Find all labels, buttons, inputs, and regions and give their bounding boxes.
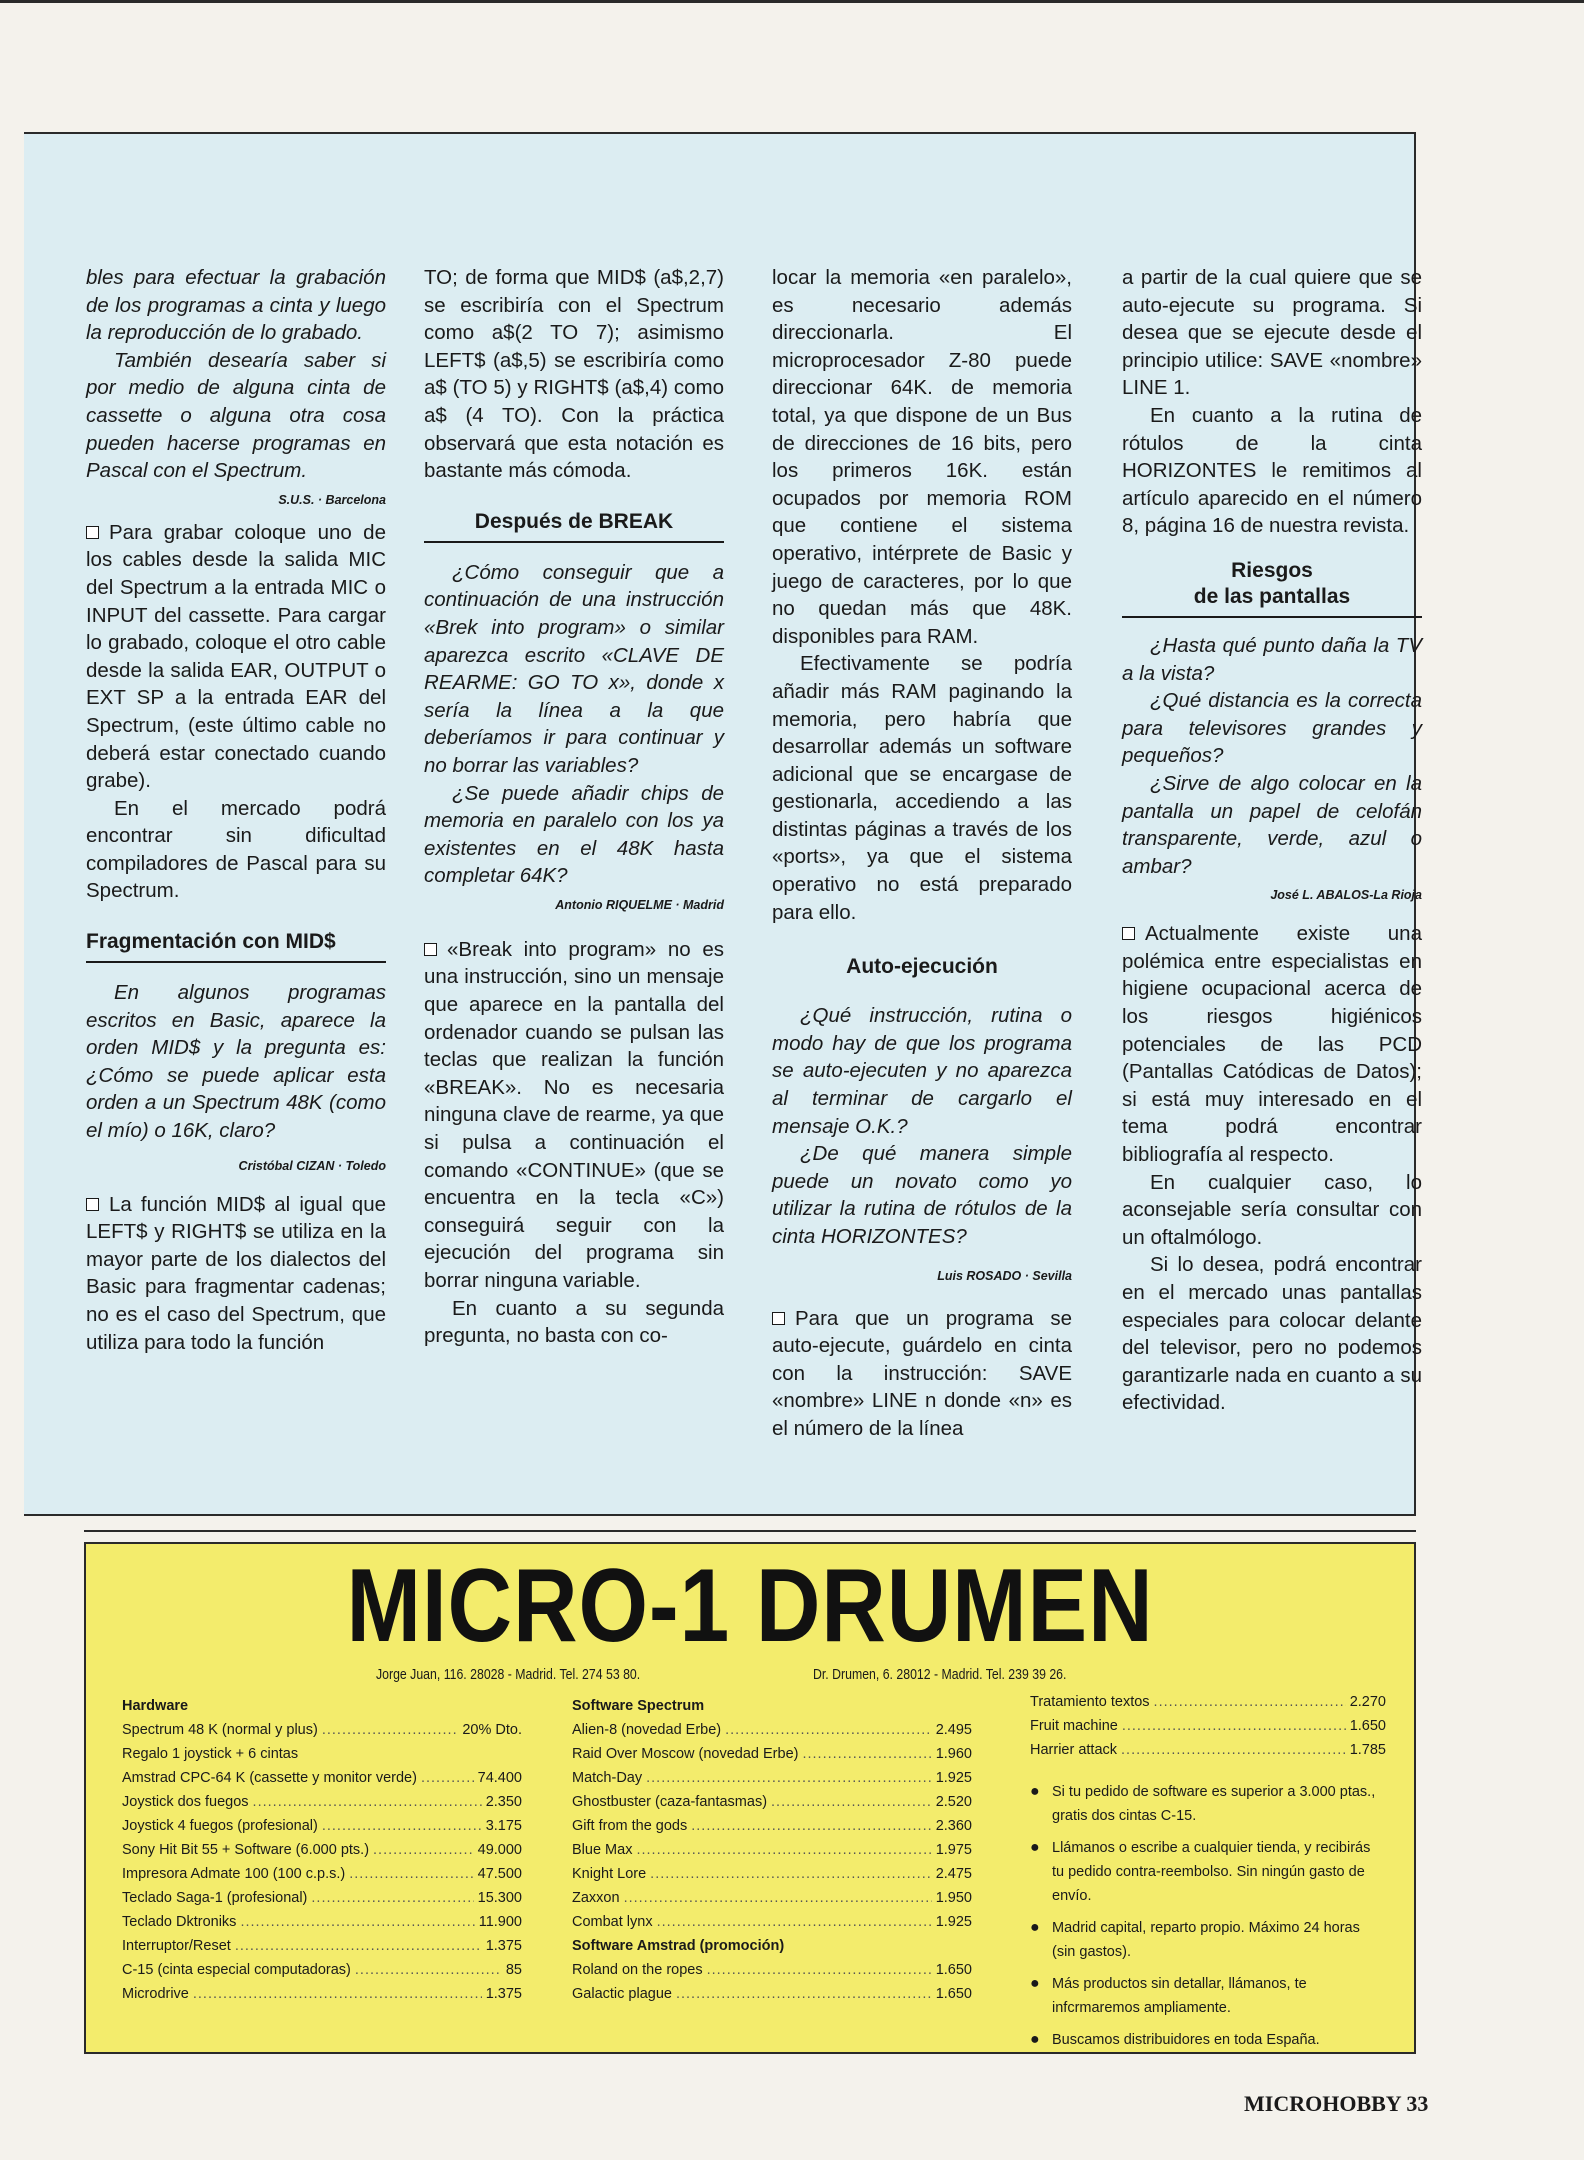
paragraph-text: ¿Qué instrucción, rutina o modo hay de que los programa se auto-ejecuten y no aparezca al terminar de cargarlo el mensaje O.K.?: [772, 1004, 1072, 1138]
product-price: 2.520: [935, 1794, 972, 1810]
paragraph: [424, 780, 724, 890]
bullet-icon: ●: [1030, 1839, 1040, 1856]
answer-box-icon: [86, 1198, 99, 1211]
leader-dots: [676, 1982, 932, 2006]
product-name: Regalo 1 joystick + 6 cintas: [122, 1746, 299, 1762]
paragraph: [772, 1305, 1072, 1443]
paragraph-text: En cualquier caso, lo aconsejable sería consultar con un oftalmólogo.: [1122, 1170, 1422, 1249]
price-rows: [1030, 1690, 1386, 1762]
paragraph-text: TO; de forma que MID$ (a$,2,7) se escribiría con el Spectrum como a$(2 TO 7); asimismo LEFT$ (a$,5) se escribiría como a$ (TO 5) y RIGHT$ (a$,4) como a$ (4 TO). Con la práctica observará que esta notación es bastante más cómoda.: [424, 266, 724, 483]
price-row: [1030, 1690, 1386, 1714]
paragraph: [86, 1191, 386, 1357]
product-name: Interruptor/Reset: [122, 1938, 231, 1954]
price-row: [122, 1838, 522, 1862]
paragraph-text: ¿Cómo conseguir que a continuación de una instrucción «Brek into program» o similar aparezca escrito «CLAVE DE REARME: GO TO x», donde x sería la línea a la que deberíamos ir para continuar y no borrar las variables?: [424, 560, 724, 777]
paragraph: [772, 1002, 1072, 1140]
product-price: 2.475: [935, 1866, 972, 1882]
price-row: [572, 1838, 972, 1862]
paragraph: [86, 519, 386, 795]
price-row: [122, 1766, 522, 1790]
paragraph: [1122, 1169, 1422, 1252]
product-price: 11.900: [478, 1914, 522, 1930]
leader-dots: [707, 1958, 932, 1982]
product-price: 1.785: [1349, 1742, 1386, 1758]
price-row: [572, 1742, 972, 1766]
software-list: [572, 1694, 972, 2006]
question-text: [1122, 687, 1422, 770]
paragraph: [1122, 264, 1422, 402]
paragraph: [86, 347, 386, 485]
bullet-text: Llámanos o escribe a cualquier tienda, y recibirás tu pedido contra-reembolso. Sin ningún gasto de envío.: [1052, 1840, 1371, 1904]
paragraph: [1122, 632, 1422, 687]
paragraph: [772, 264, 1072, 650]
bullet-text: Si tu pedido de software es superior a 3.000 ptas., gratis dos cintas C-15.: [1052, 1784, 1376, 1824]
product-price: 1.650: [1349, 1718, 1386, 1734]
paragraph-text: En el mercado podrá encontrar sin dificultad compiladores de Pascal para su Spectrum.: [86, 796, 386, 903]
bullet-item: [1030, 1836, 1386, 1908]
product-name: Roland on the ropes: [572, 1962, 703, 1978]
signature: José L. ABALOS-La Rioja: [1270, 888, 1422, 903]
product-price: 1.960: [935, 1746, 972, 1762]
bullet-icon: ●: [1030, 1975, 1040, 1992]
signature: Luis ROSADO · Sevilla: [937, 1268, 1072, 1283]
product-name: Alien-8 (novedad Erbe): [572, 1722, 722, 1738]
bullet-item: [1030, 2028, 1386, 2052]
leader-dots: [802, 1742, 931, 1766]
leader-dots: [1121, 1738, 1346, 1762]
bullet-list: [1030, 1780, 1386, 2052]
signature: Cristóbal CIZAN · Toledo: [238, 1158, 386, 1173]
answer-text: [424, 264, 724, 485]
product-name: Knight Lore: [572, 1866, 647, 1882]
answer-box-icon: [1122, 927, 1135, 940]
leader-dots: [646, 1766, 932, 1790]
paragraph-text: «Break into program» no es una instrucción, sino un mensaje que aparece en la pantalla del ordenador cuando se pulsan las teclas que realizan la función «BREAK». No es necesaria ninguna clave de rearme, ya que si pulsa a continuación el comando «CONTINUE» (que se encuentra en la tecla «C») conseguirá seguir con la ejecución del programa sin borrar ninguna variable.: [424, 937, 724, 1292]
product-price: 85: [505, 1962, 522, 1978]
product-name: Amstrad CPC-64 K (cassette y monitor verde): [122, 1770, 417, 1786]
product-price: 2.350: [485, 1794, 522, 1810]
bullet-icon: ●: [1030, 1783, 1040, 1800]
price-row: [572, 1718, 972, 1742]
answer-text: [1122, 264, 1422, 402]
signature: Antonio RIQUELME · Madrid: [555, 897, 724, 912]
answer-text: [772, 264, 1072, 650]
section-heading: Auto-ejecución: [846, 955, 998, 979]
question-text: [86, 264, 386, 347]
question-text: [772, 1140, 1072, 1250]
paragraph-text: En cuanto a la rutina de rótulos de la cinta HORIZONTES le remitimos al artículo aparecido en el número 8, página 16 de nuestra revista.: [1122, 403, 1422, 538]
paragraph: [86, 979, 386, 1145]
price-row: [122, 1886, 522, 1910]
price-row: [572, 1982, 972, 2006]
paragraph: [772, 1140, 1072, 1250]
price-row: [122, 1790, 522, 1814]
question-text: [1122, 770, 1422, 880]
answer-text: [86, 519, 386, 795]
product-name: Harrier attack: [1030, 1742, 1118, 1758]
price-row: [572, 1814, 972, 1838]
product-price: 2.360: [935, 1818, 972, 1834]
column-1: [86, 264, 386, 1356]
bullet-item: [1030, 1916, 1386, 1964]
advertisement-box: [84, 1542, 1416, 2054]
question-text: [424, 559, 724, 780]
product-name: Match-Day: [572, 1770, 643, 1786]
price-rows: [122, 1718, 522, 2006]
paragraph-text: En cuanto a su segunda pregunta, no basta con co-: [424, 1296, 724, 1348]
paragraph: [86, 264, 386, 347]
paragraph-text: La función MID$ al igual que LEFT$ y RIGHT$ se utiliza en la mayor parte de los dialectos del Basic para fragmentar cadenas; no es el caso del Spectrum, que utiliza para todo la función: [86, 1192, 386, 1354]
price-row: [122, 1934, 522, 1958]
address-left: Jorge Juan, 116. 28028 - Madrid. Tel. 274 53 80.: [376, 1666, 641, 1683]
price-rows: [572, 1958, 972, 2006]
paragraph-text: locar la memoria «en paralelo», es necesario además direccionarla. El microprocesador Z-80 puede direccionar 64K. de memoria total, ya que dispone de un Bus de direcciones de 16 bits, pero los primeros 16K. están ocupados por memoria ROM que contiene el sistema operativo, intérprete de Basic y juego de caracteres, por lo que no quedan más que 48K. disponibles para RAM.: [772, 266, 1072, 648]
leader-dots: [1122, 1714, 1346, 1738]
column-4: [1122, 264, 1422, 1417]
product-name: Blue Max: [572, 1842, 633, 1858]
paragraph: [424, 936, 724, 1295]
leader-dots: [691, 1814, 931, 1838]
leader-dots: [253, 1790, 482, 1814]
answer-text: [1122, 1251, 1422, 1417]
product-price: 1.650: [935, 1986, 972, 2002]
price-row: [122, 1742, 522, 1766]
bullet-text: Buscamos distribuidores en toda España.: [1052, 2032, 1320, 2048]
offers-list: [1030, 1690, 1386, 2060]
bullet-text: Más productos sin detallar, llámanos, te infcrmaremos ampliamente.: [1052, 1976, 1307, 2016]
product-name: Zaxxon: [572, 1890, 620, 1906]
section-heading: Después de BREAK: [424, 509, 724, 543]
advert-top-rule: [84, 1530, 1416, 1532]
paragraph-text: a partir de la cual quiere que se auto-ejecute su programa. Si desea que se ejecute desde el principio utilice: SAVE «nombre» LINE 1.: [1122, 266, 1422, 400]
paragraph: [424, 264, 724, 485]
product-price: 49.000: [477, 1842, 522, 1858]
product-price: 1.975: [935, 1842, 972, 1858]
leader-dots: [322, 1814, 482, 1838]
leader-dots: [771, 1790, 932, 1814]
product-price: 3.175: [485, 1818, 522, 1834]
leader-dots: [322, 1718, 459, 1742]
question-text: [86, 347, 386, 485]
top-border-line: [0, 0, 1584, 3]
product-price: 20% Dto.: [462, 1722, 522, 1738]
product-name: Teclado Dktroniks: [122, 1914, 237, 1930]
product-price: 2.270: [1349, 1694, 1386, 1710]
question-text: [1122, 632, 1422, 687]
paragraph: [1122, 687, 1422, 770]
paragraph: [772, 650, 1072, 926]
answer-text: [772, 1305, 1072, 1443]
answer-box-icon: [772, 1312, 785, 1325]
product-name: Gift from the gods: [572, 1818, 688, 1834]
price-row: [572, 1790, 972, 1814]
product-name: Spectrum 48 K (normal y plus): [122, 1722, 318, 1738]
product-price: 2.495: [935, 1722, 972, 1738]
leader-dots: [373, 1838, 474, 1862]
price-row: [1030, 1714, 1386, 1738]
product-name: Raid Over Moscow (novedad Erbe): [572, 1746, 799, 1762]
leader-dots: [235, 1934, 482, 1958]
answer-box-icon: [86, 526, 99, 539]
paragraph-text: bles para efectuar la grabación de los programas a cinta y luego la reproducción de lo grabado.: [86, 266, 386, 345]
section-heading: Fragmentación con MID$: [86, 929, 386, 963]
answer-text: [424, 936, 724, 1295]
paragraph-text: Actualmente existe una polémica entre especialistas en higiene ocupacional acerca de los riesgos higiénicos potenciales de las PCD (Pantallas Catódicas de Datos); si está muy interesado en el tema podrá encontrar bibliografía al respecto.: [1122, 922, 1422, 1167]
product-name: C-15 (cinta especial computadoras): [122, 1962, 351, 1978]
list-heading: Hardware: [122, 1698, 189, 1714]
leader-dots: [624, 1886, 932, 1910]
list-heading: Software Amstrad (promoción): [572, 1938, 785, 1954]
paragraph-text: También desearía saber si por medio de alguna cinta de cassette o alguna otra cosa pueden hacerse programas en Pascal con el Spectrum.: [86, 348, 386, 483]
price-row: [122, 1910, 522, 1934]
answer-text: [86, 1191, 386, 1357]
paragraph: [424, 559, 724, 780]
paragraph-text: ¿Hasta qué punto daña la TV a la vista?: [1122, 633, 1422, 685]
price-row: [572, 1958, 972, 1982]
product-price: 1.375: [485, 1986, 522, 2002]
product-name: Joystick 4 fuegos (profesional): [122, 1818, 318, 1834]
paragraph-text: Si lo desea, podrá encontrar en el mercado unas pantallas especiales para colocar delante del televisor, pero no podemos garantizarle nada en cuanto a su efectividad.: [1122, 1253, 1422, 1415]
leader-dots: [421, 1766, 474, 1790]
price-row: [572, 1766, 972, 1790]
paragraph-text: ¿Se puede añadir chips de memoria en paralelo con los ya existentes en el 48K hasta completar 64K?: [424, 781, 724, 888]
address-right: Dr. Drumen, 6. 28012 - Madrid. Tel. 239 39 26.: [813, 1666, 1067, 1683]
question-text: [772, 1002, 1072, 1140]
question-text: [86, 979, 386, 1145]
leader-dots: [240, 1910, 474, 1934]
product-name: Impresora Admate 100 (100 c.p.s.): [122, 1866, 346, 1882]
leader-dots: [355, 1958, 502, 1982]
paragraph: [1122, 402, 1422, 540]
paragraph-text: En algunos programas escritos en Basic, aparece la orden MID$ y la pregunta es: ¿Cómo se puede aplicar esta orden a un Spectrum 48K (como el mío) o 16K, claro?: [86, 981, 386, 1143]
paragraph-text: Efectivamente se podría añadir más RAM paginando la memoria, pero habría que desarrollar además un software adicional que se encargase de gestionarla, accediendo a las distintas páginas a través de los «ports», ya que el sistema operativo no está preparado para ello.: [772, 652, 1072, 924]
product-name: Sony Hit Bit 55 + Software (6.000 pts.): [122, 1842, 370, 1858]
advert-title: MICRO-1 DRUMEN: [346, 1548, 1154, 1664]
page-number: 33: [1406, 2091, 1429, 2116]
leader-dots: [193, 1982, 482, 2006]
paragraph-text: ¿Sirve de algo colocar en la pantalla un papel de celofán transparente, verde, azul o ambar?: [1122, 771, 1422, 878]
section-heading-line: de las pantallas: [1193, 584, 1351, 608]
product-name: Galactic plague: [572, 1986, 672, 2002]
price-row: [122, 1862, 522, 1886]
price-row: [572, 1862, 972, 1886]
column-3: [772, 264, 1072, 1443]
product-price: 1.925: [935, 1914, 972, 1930]
leader-dots: [1154, 1690, 1346, 1714]
product-name: Joystick dos fuegos: [122, 1794, 249, 1810]
paragraph-text: Para grabar coloque uno de los cables desde la salida MIC del Spectrum a la entrada MIC o INPUT del cassette. Para cargar lo grabado, coloque el otro cable desde la salida EAR, OUTPUT o EXT SP a la entrada EAR del Spectrum, (este último cable no deberá estar conectado cuando grabe).: [86, 520, 386, 793]
hardware-list: [122, 1694, 522, 2006]
answer-text: [424, 1295, 724, 1350]
answer-text: [86, 795, 386, 905]
product-name: Microdrive: [122, 1986, 189, 2002]
section-heading-line: Riesgos: [1231, 558, 1313, 582]
leader-dots: [349, 1862, 473, 1886]
answer-text: [772, 650, 1072, 926]
leader-dots: [311, 1886, 473, 1910]
product-name: Combat lynx: [572, 1914, 653, 1930]
page-footer: [1244, 2091, 1428, 2117]
product-price: 47.500: [477, 1866, 522, 1882]
price-rows: [572, 1718, 972, 1934]
price-row: [572, 1886, 972, 1910]
product-price: 1.650: [935, 1962, 972, 1978]
price-row: [122, 1958, 522, 1982]
leader-dots: [650, 1862, 932, 1886]
price-row: [1030, 1738, 1386, 1762]
product-name: Tratamiento textos: [1030, 1694, 1150, 1710]
price-row: [122, 1814, 522, 1838]
column-2: [424, 264, 724, 1350]
answer-text: [1122, 1169, 1422, 1252]
product-price: 1.925: [935, 1770, 972, 1786]
price-row: [122, 1718, 522, 1742]
product-price: 15.300: [477, 1890, 522, 1906]
paragraph: [1122, 770, 1422, 880]
list-heading: Software Spectrum: [572, 1698, 705, 1714]
product-name: Fruit machine: [1030, 1718, 1118, 1734]
bullet-text: Madrid capital, reparto propio. Máximo 24 horas (sin gastos).: [1052, 1920, 1360, 1960]
product-price: 74.400: [477, 1770, 522, 1786]
paragraph-text: ¿Qué distancia es la correcta para televisores grandes y pequeños?: [1122, 689, 1422, 768]
bullet-item: [1030, 1972, 1386, 2020]
paragraph-text: Para que un programa se auto-ejecute, guárdelo en cinta con la instrucción: SAVE «nombre» LINE n donde «n» es el número de la línea: [772, 1306, 1072, 1440]
paragraph-text: ¿De qué manera simple puede un novato como yo utilizar la rutina de rótulos de la cinta HORIZONTES?: [772, 1142, 1072, 1248]
product-price: 1.950: [935, 1890, 972, 1906]
answer-box-icon: [424, 943, 437, 956]
answer-text: [1122, 920, 1422, 1168]
section-heading: [1122, 558, 1422, 618]
answer-text: [1122, 402, 1422, 540]
leader-dots: [657, 1910, 932, 1934]
product-price: 1.375: [485, 1938, 522, 1954]
signature: S.U.S. · Barcelona: [278, 492, 386, 507]
bullet-icon: ●: [1030, 2031, 1040, 2048]
paragraph: [424, 1295, 724, 1350]
paragraph: [1122, 1251, 1422, 1417]
bullet-icon: ●: [1030, 1919, 1040, 1936]
product-name: Teclado Saga-1 (profesional): [122, 1890, 308, 1906]
price-row: [572, 1910, 972, 1934]
paragraph: [1122, 920, 1422, 1168]
product-name: Ghostbuster (caza-fantasmas): [572, 1794, 768, 1810]
leader-dots: [636, 1838, 931, 1862]
price-row: [122, 1982, 522, 2006]
leader-dots: [725, 1718, 932, 1742]
magazine-name: MICROHOBBY: [1244, 2091, 1401, 2116]
bullet-item: [1030, 1780, 1386, 1828]
question-text: [424, 780, 724, 890]
paragraph: [86, 795, 386, 905]
